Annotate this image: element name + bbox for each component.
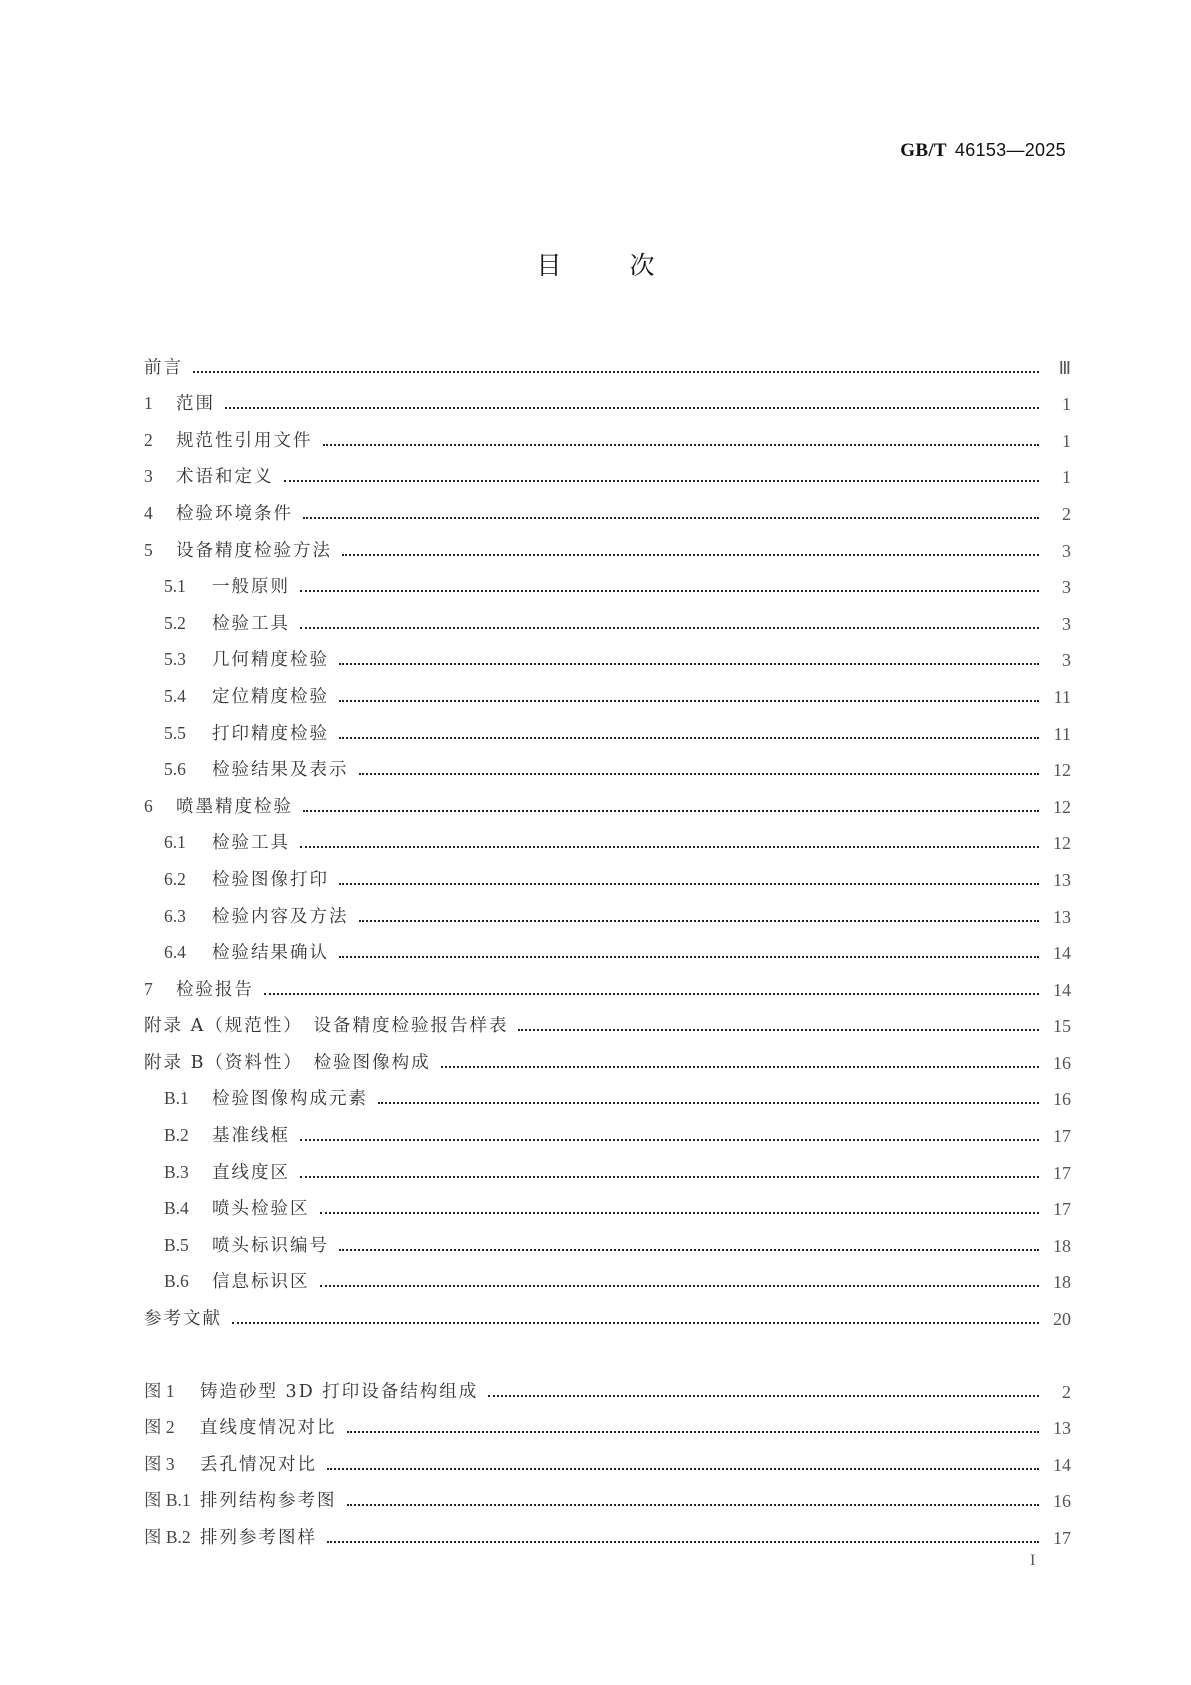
- figure-number: 图 3: [144, 1453, 175, 1474]
- page-number: 20: [1053, 1309, 1071, 1330]
- section-number: 6.1: [164, 832, 186, 853]
- page-number: 12: [1053, 796, 1071, 817]
- page-number: 13: [1053, 906, 1071, 927]
- toc-entry-title: [164, 683, 329, 708]
- dot-leader: [300, 590, 1039, 592]
- dot-leader: [264, 993, 1039, 995]
- section-number: 6: [144, 795, 153, 816]
- page-number: 3: [1062, 650, 1071, 671]
- section-title: 参考文献: [144, 1309, 222, 1330]
- standard-number: [900, 140, 1066, 162]
- toc-entry[interactable]: [144, 818, 1071, 855]
- toc-entry[interactable]: [144, 598, 1071, 635]
- figure-caption: 排列参考图样: [200, 1528, 317, 1548]
- toc-entry-title: [144, 1305, 222, 1330]
- page-number: 18: [1053, 1235, 1071, 1256]
- toc-entry[interactable]: [144, 854, 1071, 891]
- dot-leader: [303, 517, 1039, 519]
- page-number: 11: [1053, 686, 1071, 707]
- page-number: 3: [1062, 540, 1071, 561]
- section-title: 打印精度检验: [212, 723, 329, 744]
- toc-entry[interactable]: [144, 1147, 1071, 1184]
- page-number: 16: [1053, 1089, 1071, 1110]
- dot-leader: [441, 1066, 1039, 1068]
- toc-entry-title: [164, 1085, 368, 1110]
- page-number: 1: [1062, 394, 1071, 415]
- figure-entry[interactable]: [144, 1439, 1071, 1476]
- page-number: Ⅲ: [1058, 357, 1071, 378]
- figure-list: [144, 1366, 1071, 1549]
- toc-entry-title: [144, 1049, 431, 1074]
- section-title: 附录 B（资料性） 检验图像构成: [144, 1052, 431, 1073]
- dot-leader: [339, 663, 1039, 665]
- toc-entry-title: [144, 537, 332, 562]
- figure-caption: 铸造砂型 3D 打印设备结构组成: [200, 1381, 479, 1402]
- toc-entry[interactable]: [144, 708, 1071, 745]
- toc-entry-title: [164, 720, 329, 745]
- dot-leader: [518, 1029, 1039, 1031]
- toc-entry[interactable]: [144, 1184, 1071, 1221]
- section-title: 检验结果及表示: [212, 760, 349, 781]
- page-number: 12: [1053, 760, 1071, 781]
- toc-entry[interactable]: [144, 525, 1071, 562]
- toc-entry-title: [144, 793, 293, 818]
- toc-entry-title: [164, 866, 329, 891]
- section-title: 基准线框: [212, 1126, 290, 1147]
- section-number: 1: [144, 393, 153, 414]
- toc-spacer: [144, 1330, 1071, 1366]
- dot-leader: [303, 810, 1039, 812]
- section-number: B.5: [164, 1234, 189, 1255]
- section-number: 2: [144, 429, 153, 450]
- section-title: 附录 A（规范性） 设备精度检验报告样表: [144, 1016, 509, 1037]
- section-title: 检验环境条件: [176, 503, 293, 524]
- toc-entry-title: [144, 427, 313, 452]
- section-number: 6.2: [164, 868, 186, 889]
- dot-leader: [232, 1322, 1039, 1324]
- toc-entry-title: [164, 573, 290, 598]
- dot-leader: [339, 737, 1039, 739]
- toc-entry[interactable]: [144, 745, 1071, 782]
- section-title: 几何精度检验: [212, 650, 329, 671]
- dot-leader: [300, 846, 1039, 848]
- toc-entry[interactable]: [144, 671, 1071, 708]
- section-number: 3: [144, 466, 153, 487]
- figure-number: 图 1: [144, 1380, 175, 1401]
- table-of-contents: [144, 342, 1071, 1549]
- section-number: B.1: [164, 1088, 189, 1109]
- section-title: 检验工具: [212, 833, 290, 854]
- toc-entry-title: [164, 646, 329, 671]
- toc-entry-title: [144, 976, 254, 1001]
- section-title: 信息标识区: [212, 1272, 310, 1293]
- toc-entry-title: [164, 903, 349, 928]
- dot-leader: [225, 407, 1039, 409]
- page-number: 14: [1053, 1454, 1071, 1475]
- figure-entry[interactable]: [144, 1366, 1071, 1403]
- section-title: 检验结果确认: [212, 943, 329, 964]
- toc-entry[interactable]: [144, 928, 1071, 965]
- figure-entry[interactable]: [144, 1512, 1071, 1549]
- figure-caption: 丢孔情况对比: [200, 1454, 317, 1475]
- toc-entry[interactable]: [144, 379, 1071, 416]
- section-title: 检验图像构成元素: [212, 1089, 368, 1110]
- section-number: 6.3: [164, 905, 186, 926]
- section-title: 检验内容及方法: [212, 906, 349, 927]
- toc-entry-title: [164, 1268, 310, 1293]
- figure-caption: 排列结构参考图: [200, 1491, 337, 1512]
- section-title: 检验工具: [212, 613, 290, 634]
- section-number: 5.5: [164, 722, 186, 743]
- dot-leader: [193, 371, 1039, 373]
- figure-number: 图 B.2: [144, 1527, 191, 1547]
- section-title: 定位精度检验: [212, 686, 329, 707]
- page-title: 目次: [536, 251, 723, 280]
- toc-entry-title: [164, 1195, 310, 1220]
- dot-leader: [327, 1468, 1039, 1470]
- page-number: 17: [1053, 1199, 1071, 1220]
- dot-leader: [347, 1431, 1040, 1433]
- toc-entry-title: [164, 756, 349, 781]
- dot-leader: [347, 1504, 1040, 1506]
- dot-leader: [339, 700, 1039, 702]
- page-number: 14: [1053, 943, 1071, 964]
- toc-entry[interactable]: [144, 488, 1071, 525]
- figure-entry[interactable]: [144, 1476, 1071, 1513]
- toc-entry[interactable]: [144, 781, 1071, 818]
- section-number: 5: [144, 539, 153, 560]
- toc-entry[interactable]: [144, 964, 1071, 1001]
- dot-leader: [359, 773, 1040, 775]
- dot-leader: [488, 1395, 1039, 1397]
- toc-entry[interactable]: [144, 1110, 1071, 1147]
- dot-leader: [327, 1541, 1039, 1543]
- section-title: 直线度区: [212, 1162, 290, 1183]
- toc-entry-title: [144, 500, 293, 525]
- toc-entry-title: [164, 1122, 290, 1147]
- toc-entry-title: [144, 390, 215, 415]
- dot-leader: [339, 1249, 1039, 1251]
- toc-entry[interactable]: [144, 1293, 1071, 1330]
- section-title: 喷头检验区: [212, 1199, 310, 1220]
- section-number: B.2: [164, 1125, 189, 1146]
- section-title: 术语和定义: [176, 467, 274, 488]
- figure-entry-title: [144, 1414, 337, 1439]
- toc-entry[interactable]: [144, 891, 1071, 928]
- standard-prefix: GB/T: [900, 140, 947, 161]
- dot-leader: [320, 1285, 1040, 1287]
- page-number: 17: [1053, 1162, 1071, 1183]
- page-number: 17: [1053, 1126, 1071, 1147]
- toc-entry-title: [164, 939, 329, 964]
- toc-entry[interactable]: [144, 1001, 1071, 1038]
- section-title: 设备精度检验方法: [176, 540, 332, 561]
- toc-entry-title: [164, 610, 290, 635]
- page-folio: I: [1030, 1552, 1036, 1569]
- toc-entry[interactable]: [144, 452, 1071, 489]
- page-number: 3: [1062, 577, 1071, 598]
- page-number: 2: [1062, 503, 1071, 524]
- page-number: 1: [1062, 430, 1071, 451]
- toc-entries: [144, 342, 1071, 1330]
- page-number: 3: [1062, 613, 1071, 634]
- figure-entry-title: [144, 1451, 317, 1476]
- figure-entry[interactable]: [144, 1403, 1071, 1440]
- section-number: B.4: [164, 1198, 189, 1219]
- standard-code: 46153—2025: [954, 140, 1066, 160]
- section-title: 检验图像打印: [212, 869, 329, 890]
- dot-leader: [300, 1139, 1039, 1141]
- toc-entry[interactable]: [144, 1257, 1071, 1294]
- page-number: 1: [1062, 467, 1071, 488]
- dot-leader: [300, 627, 1039, 629]
- dot-leader: [320, 1212, 1040, 1214]
- dot-leader: [378, 1102, 1039, 1104]
- toc-entry-title: [164, 1159, 290, 1184]
- page-number: 17: [1053, 1528, 1071, 1548]
- page-number: 13: [1053, 1418, 1071, 1439]
- figure-caption: 直线度情况对比: [200, 1418, 337, 1439]
- section-number: 5.1: [164, 576, 186, 597]
- section-number: 5.6: [164, 759, 186, 780]
- page-number: 16: [1053, 1052, 1071, 1073]
- toc-entry-title: [144, 354, 183, 379]
- dot-leader: [284, 480, 1040, 482]
- page-number: 2: [1062, 1381, 1071, 1402]
- figure-entry-title: [144, 1487, 337, 1512]
- section-title: 前言: [144, 357, 183, 378]
- figure-number: 图 2: [144, 1417, 175, 1438]
- section-title: 规范性引用文件: [176, 430, 313, 451]
- section-number: 5.4: [164, 685, 186, 706]
- page-number: 13: [1053, 869, 1071, 890]
- section-number: B.6: [164, 1271, 189, 1292]
- section-number: 4: [144, 502, 153, 523]
- toc-entry[interactable]: [144, 415, 1071, 452]
- dot-leader: [339, 956, 1039, 958]
- toc-entry[interactable]: [144, 635, 1071, 672]
- page-number: 11: [1053, 723, 1071, 744]
- section-title: 喷头标识编号: [212, 1235, 329, 1256]
- section-number: 7: [144, 978, 153, 999]
- section-title: 喷墨精度检验: [176, 796, 293, 817]
- page-number: 16: [1053, 1491, 1071, 1512]
- figure-number: 图 B.1: [144, 1490, 191, 1511]
- dot-leader: [339, 883, 1039, 885]
- toc-entry[interactable]: [144, 342, 1071, 379]
- section-number: 6.4: [164, 942, 186, 963]
- dot-leader: [323, 444, 1040, 446]
- toc-entry[interactable]: [144, 1220, 1071, 1257]
- toc-entry[interactable]: [144, 1074, 1071, 1111]
- page-number: 14: [1053, 979, 1071, 1000]
- section-number: 5.3: [164, 649, 186, 670]
- toc-entry[interactable]: [144, 1037, 1071, 1074]
- figure-entry-title: [144, 1378, 478, 1403]
- section-title: 范围: [176, 394, 215, 415]
- page-number: 18: [1053, 1272, 1071, 1293]
- toc-entry-title: [144, 463, 274, 488]
- toc-entry-title: [164, 1232, 329, 1257]
- page-number: 15: [1053, 1016, 1071, 1037]
- section-number: 5.2: [164, 612, 186, 633]
- toc-entry-title: [144, 1012, 508, 1037]
- section-title: 一般原则: [212, 577, 290, 598]
- toc-entry-title: [164, 829, 290, 854]
- dot-leader: [300, 1176, 1039, 1178]
- dot-leader: [342, 554, 1039, 556]
- section-title: 检验报告: [176, 979, 254, 1000]
- dot-leader: [359, 920, 1040, 922]
- toc-entry[interactable]: [144, 562, 1071, 599]
- page-number: 12: [1053, 833, 1071, 854]
- figure-entry-title: [144, 1524, 317, 1549]
- section-number: B.3: [164, 1161, 189, 1182]
